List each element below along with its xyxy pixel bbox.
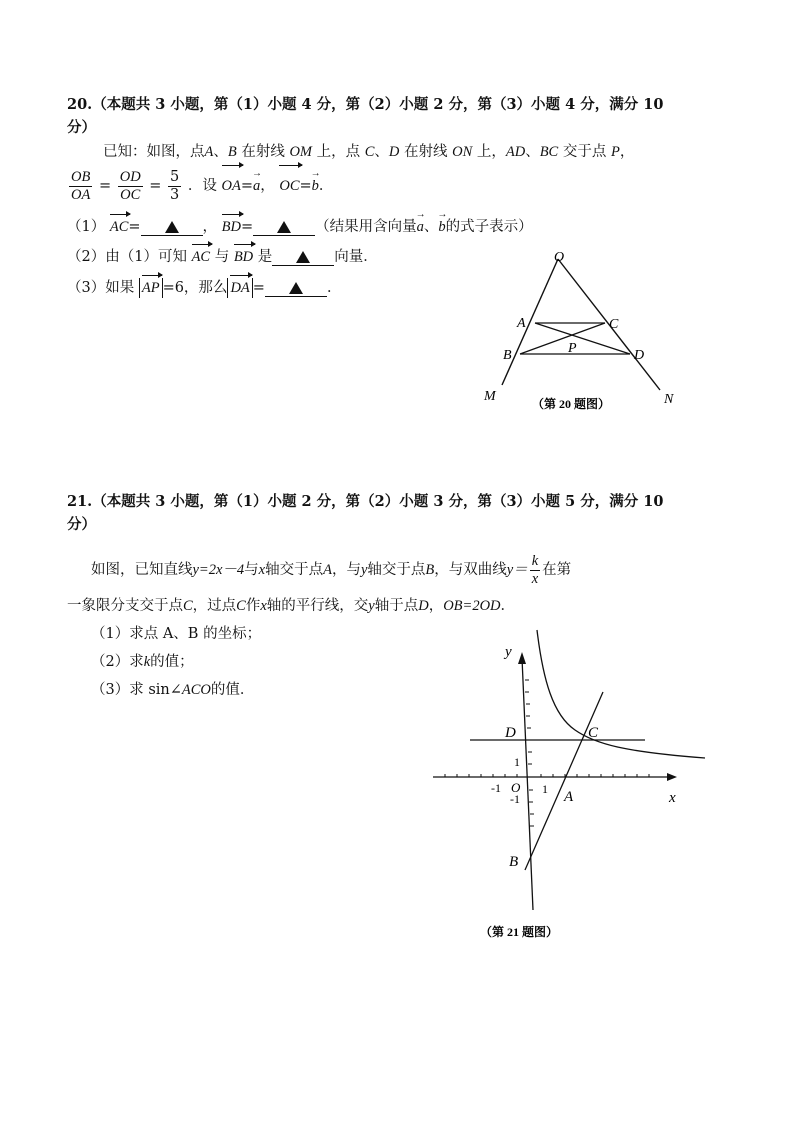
triangle-icon (277, 221, 291, 233)
triangle-icon (296, 251, 310, 263)
triangle-icon (165, 221, 179, 233)
x-axis-arrow-icon (667, 773, 677, 781)
label-y: y (505, 644, 512, 660)
label-a: A (564, 789, 574, 805)
q20-part3: （3）如果 AP =6，那么 DA = ． (67, 280, 342, 296)
figure-20 (470, 245, 690, 415)
q20-part1: （1） AC= ， BD= （结果用含向量a →、b →的式子表示） (67, 217, 533, 237)
label-d: D (505, 725, 516, 741)
q20-given: 已知：如图，点A、B 在射线 OM 上，点 C、D 在射线 ON 上，AD、BC 交于点 P， (103, 144, 635, 160)
label-one-x: 1 (542, 782, 548, 796)
figure-21-caption: （第 21 题图） (480, 925, 559, 939)
q21-part3: （3）求 sin∠ACO的值． (91, 682, 255, 698)
vector-oa: OA (222, 168, 241, 204)
q20-header-line1: 20.（本题共 3 小题，第（1）小题 4 分，第（2）小题 2 分，第（3）小题 4 分，满分 10 (67, 96, 664, 113)
abs-ap: AP (139, 278, 163, 298)
vector-bd: BD (221, 219, 241, 235)
label-d: D (634, 348, 645, 363)
abs-da: DA (227, 278, 252, 298)
label-n: N (664, 392, 674, 407)
vector-a: a → (253, 168, 260, 204)
vector-oc: OC (279, 168, 299, 204)
label-p: P (568, 341, 577, 356)
label-one-y: 1 (514, 755, 520, 769)
q20-header-line2: 分） (67, 119, 96, 136)
figure-20-caption: （第 20 题图） (532, 397, 611, 411)
triangle-icon (289, 282, 303, 294)
vector-ac: AC (109, 219, 129, 235)
label-b: B (509, 854, 519, 870)
q21-header-line1: 21.（本题共 3 小题，第（1）小题 2 分，第（2）小题 3 分，第（3）小题 5 分，满分 10 (67, 493, 664, 510)
label-neg-one-y: -1 (510, 792, 520, 806)
q21-part2: （2）求k的值； (91, 654, 194, 670)
q21-part1: （1）求点 A、B 的坐标； (91, 626, 262, 642)
label-c: C (609, 317, 619, 332)
label-x: x (669, 790, 676, 806)
y-axis-arrow-icon (518, 652, 526, 664)
ratio-ob-oa: $\frac{OB}{OA}$ (71, 168, 91, 203)
answer-blank-relation[interactable] (272, 249, 334, 266)
q20-part2: （2）由（1）可知 AC 与 BD 是 向量． (67, 249, 378, 265)
ratio-od-oc: $\frac{OD}{OC}$ (119, 168, 141, 203)
q21-desc2: 一象限分支交于点C，过点C作x轴的平行线，交y轴于点D，OB=2OD． (67, 598, 516, 614)
label-origin: O (511, 780, 521, 795)
q20-ratio-line: $\frac{OB}{OA}$ = $\frac{OD}{OC}$ = $\frac{5}{3}$ ．设 OA=a →， OC=b →． (67, 168, 333, 204)
figure-21 (425, 620, 715, 945)
label-o: O (554, 250, 565, 265)
ratio-five-thirds: $\frac{5}{3}$ (170, 168, 180, 203)
hyperbola-curve (537, 630, 705, 758)
fraction-k-over-x: $\frac{k}{x}$ (531, 552, 539, 587)
label-a: A (517, 316, 526, 331)
y-axis (522, 658, 533, 910)
segment-bc (520, 323, 605, 354)
ray-om (502, 259, 558, 385)
vector-b: b → (312, 168, 319, 204)
answer-blank-ac[interactable] (141, 219, 203, 236)
q21-desc1: 如图，已知直线y=2x－4与x轴交于点A，与y轴交于点B，与双曲线y＝ $\frac{k}{x}$ 在第 (91, 552, 572, 587)
label-m: M (484, 389, 496, 404)
label-c: C (588, 725, 599, 741)
label-b: B (503, 348, 512, 363)
answer-blank-bd[interactable] (253, 219, 315, 236)
label-neg-one-x: -1 (491, 781, 501, 795)
q21-header-line2: 分） (67, 516, 96, 533)
answer-blank-da[interactable] (265, 280, 327, 297)
